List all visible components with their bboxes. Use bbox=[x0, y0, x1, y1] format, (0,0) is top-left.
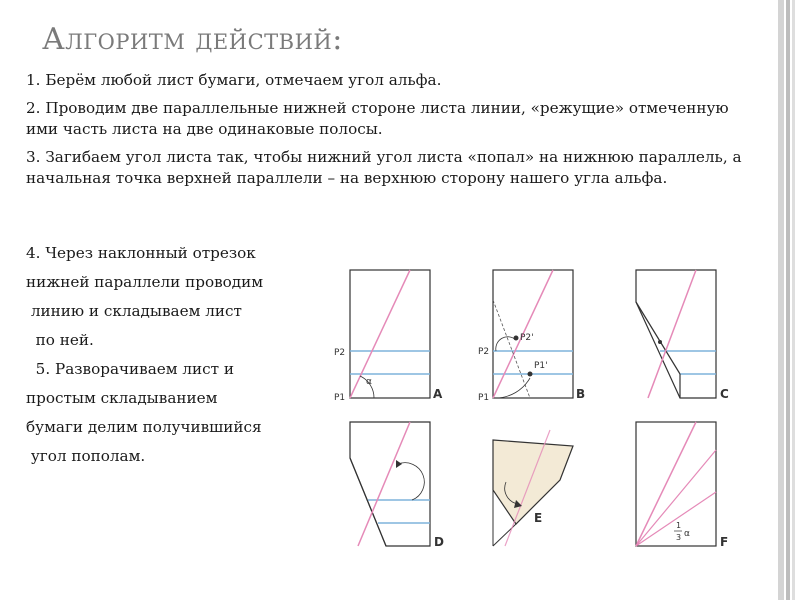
label-f: F bbox=[720, 535, 729, 549]
right-border bbox=[772, 0, 800, 600]
third-den: 3 bbox=[676, 533, 682, 542]
slide-title: Алгоритм действий: bbox=[42, 22, 343, 57]
p1-label: P1 bbox=[334, 393, 346, 403]
p2-prime-label: P2' bbox=[520, 333, 534, 343]
folding-diagram bbox=[330, 250, 770, 555]
folding-diagram-svg bbox=[330, 250, 770, 555]
step-1: 1. Берём любой лист бумаги, отмечаем угол альфа. bbox=[26, 71, 442, 89]
label-e: E bbox=[534, 511, 543, 525]
label-d: D bbox=[434, 535, 444, 549]
p2-label: P2 bbox=[478, 347, 490, 357]
panel-c bbox=[636, 270, 729, 401]
text-line: бумаги делим получившийся bbox=[26, 418, 262, 436]
alpha-label: α bbox=[366, 377, 372, 387]
border-stripe bbox=[786, 0, 790, 600]
p1-prime-label: P1' bbox=[534, 361, 548, 371]
border-stripe bbox=[792, 0, 795, 600]
steps-list bbox=[26, 70, 746, 196]
panel-e bbox=[493, 430, 573, 546]
text-line: нижней параллели проводим bbox=[26, 273, 264, 291]
panel-b bbox=[478, 270, 585, 403]
label-c: C bbox=[720, 387, 729, 401]
label-a: A bbox=[433, 387, 443, 401]
text-line: 5. Разворачиваем лист и bbox=[26, 360, 235, 378]
panel-d bbox=[350, 422, 444, 549]
panel-a bbox=[334, 270, 443, 403]
step-2: 2. Проводим две параллельные нижней стороне листа линии, «режущие» отмеченную ими часть листа на две одинаковые полосы. bbox=[26, 99, 729, 138]
steps-4-5 bbox=[26, 243, 316, 475]
text-line: линию и складываем лист bbox=[26, 302, 242, 320]
text-line: угол пополам. bbox=[26, 447, 146, 465]
panel-f bbox=[636, 422, 728, 549]
third-num: 1 bbox=[676, 521, 682, 530]
alpha-label: α bbox=[684, 529, 690, 539]
step-3: 3. Загибаем угол листа так, чтобы нижний угол листа «попал» на нижнюю параллель, а начальная точка верхней параллели – на верхнюю сторону нашего угла альфа. bbox=[26, 148, 742, 187]
label-b: B bbox=[576, 387, 586, 401]
text-line: по ней. bbox=[26, 331, 94, 349]
text-line: 4. Через наклонный отрезок bbox=[26, 244, 256, 262]
border-stripe bbox=[778, 0, 784, 600]
p1-label: P1 bbox=[478, 393, 490, 403]
p2-label: P2 bbox=[334, 348, 346, 358]
text-line: простым складыванием bbox=[26, 389, 218, 407]
